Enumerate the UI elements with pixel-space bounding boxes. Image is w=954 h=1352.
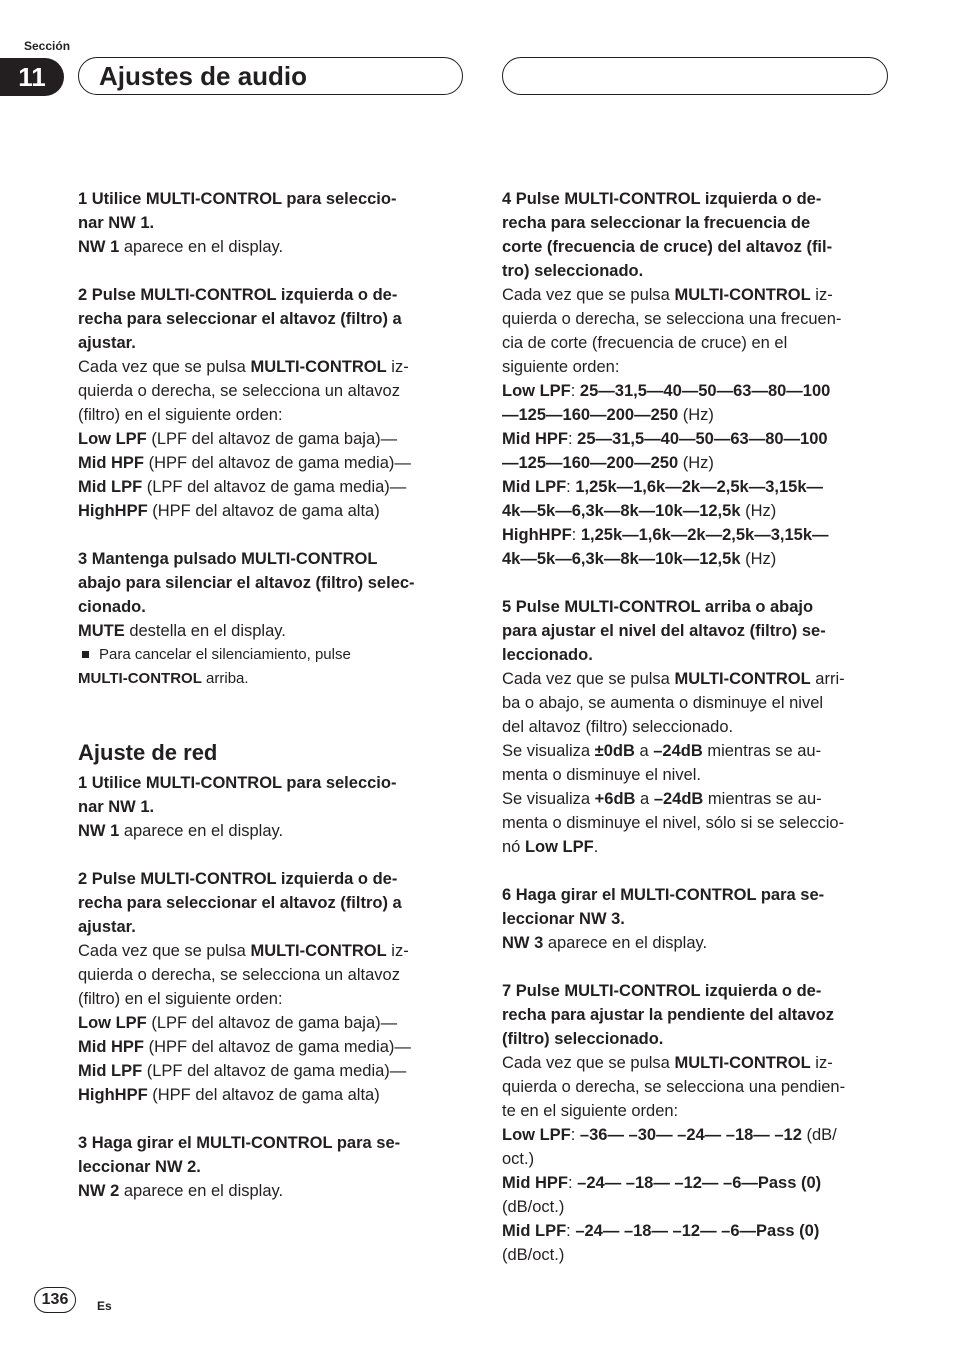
red-step-2-heading: 2 Pulse MULTI-CONTROL izquierda o de- recha para seleccionar el altavoz (filtro) a ajustar. [78,870,402,936]
step-2-heading: 2 Pulse MULTI-CONTROL izquierda o de- recha para seleccionar el altavoz (filtro) a ajustar. [78,286,402,352]
red-step-1-body: NW 1 aparece en el display. [78,822,284,840]
step-5-body: Cada vez que se pulsa MULTI-CONTROL arri- ba o abajo, se aumenta o disminuye el nivel del altavoz (filtro) seleccionado. Se visualiza ±0dB a –24dB mientras se au- menta o disminuye el nivel. Se visualiza +6dB a –24dB mientras se au- menta o disminuye el nivel, sólo si se seleccio- nó Low LPF. [502,670,845,856]
step-3-body: MUTE destella en el display. [78,622,286,640]
step-3-heading: 3 Mantenga pulsado MULTI-CONTROL abajo para silenciar el altavoz (filtro) selec- cionado. [78,550,415,616]
page-title: Ajustes de audio [78,57,463,95]
step-3-note: Para cancelar el silenciamiento, pulse MULTI-CONTROL arriba. [78,646,351,687]
header-empty-box [502,57,888,95]
step-7-heading: 7 Pulse MULTI-CONTROL izquierda o de- recha para ajustar la pendiente del altavoz (filtro) seleccionado. [502,982,834,1048]
red-step-3-body: NW 2 aparece en el display. [78,1182,284,1200]
step-2-body: Cada vez que se pulsa MULTI-CONTROL iz- quierda o derecha, se selecciona un altavoz (filtro) en el siguiente orden: Low LPF (LPF del altavoz de gama baja)— Mid HPF (HPF del altavoz de gama media)— Mid LPF (LPF del altavoz de gama media)— HighHPF (HPF del altavoz de gama alta) [78,358,411,520]
step-6-body: NW 3 aparece en el display. [502,934,708,952]
step-4-heading: 4 Pulse MULTI-CONTROL izquierda o de- recha para seleccionar la frecuencia de corte (frecuencia de cruce) del altavoz (fil- tro) seleccionado. [502,190,833,280]
left-column [78,187,463,1203]
language-code: Es [97,1299,112,1313]
page-number: 136 [34,1287,76,1313]
bullet-icon [82,651,89,658]
red-step-1-heading: 1 Utilice MULTI-CONTROL para seleccio- nar NW 1. [78,774,397,816]
section-label: Sección [24,39,71,53]
step-1-body: NW 1 aparece en el display. [78,238,284,256]
step-5-heading: 5 Pulse MULTI-CONTROL arriba o abajo para ajustar el nivel del altavoz (filtro) se- leccionado. [502,598,826,664]
step-6-heading: 6 Haga girar el MULTI-CONTROL para se- leccionar NW 3. [502,886,825,928]
step-7-body: Cada vez que se pulsa MULTI-CONTROL iz- quierda o derecha, se selecciona una pendien- te en el siguiente orden: Low LPF: –36— –30— –24— –18— –12 (dB/ oct.) Mid HPF: –24— –18— –12— –6—Pass (0) (dB/oct.) Mid LPF: –24— –18— –12— –6—Pass (0) (dB/oct.) [502,1054,846,1264]
section-number-badge: 11 [0,58,64,96]
right-column [502,187,887,1267]
step-4-body: Cada vez que se pulsa MULTI-CONTROL iz- quierda o derecha, se selecciona una frecuen- cia de corte (frecuencia de cruce) en el siguiente orden: Low LPF: 25—31,5—40—50—63—80—100 —125—160—200—250 (Hz) Mid HPF: 25—31,5—40—50—63—80—100 —125—160—200—250 (Hz) Mid LPF: 1,25k—1,6k—2k—2,5k—3,15k— 4k—5k—6,3k—8k—10k—12,5k (Hz) HighHPF: 1,25k—1,6k—2k—2,5k—3,15k— 4k—5k—6,3k—8k—10k—12,5k (Hz) [502,286,842,568]
step-1-heading: 1 Utilice MULTI-CONTROL para seleccio- nar NW 1. [78,190,397,232]
red-step-3-heading: 3 Haga girar el MULTI-CONTROL para se- leccionar NW 2. [78,1134,401,1176]
subsection-heading: Ajuste de red [78,740,218,765]
red-step-2-body: Cada vez que se pulsa MULTI-CONTROL iz- quierda o derecha, se selecciona un altavoz (filtro) en el siguiente orden: Low LPF (LPF del altavoz de gama baja)— Mid HPF (HPF del altavoz de gama media)— Mid LPF (LPF del altavoz de gama media)— HighHPF (HPF del altavoz de gama alta) [78,942,411,1104]
